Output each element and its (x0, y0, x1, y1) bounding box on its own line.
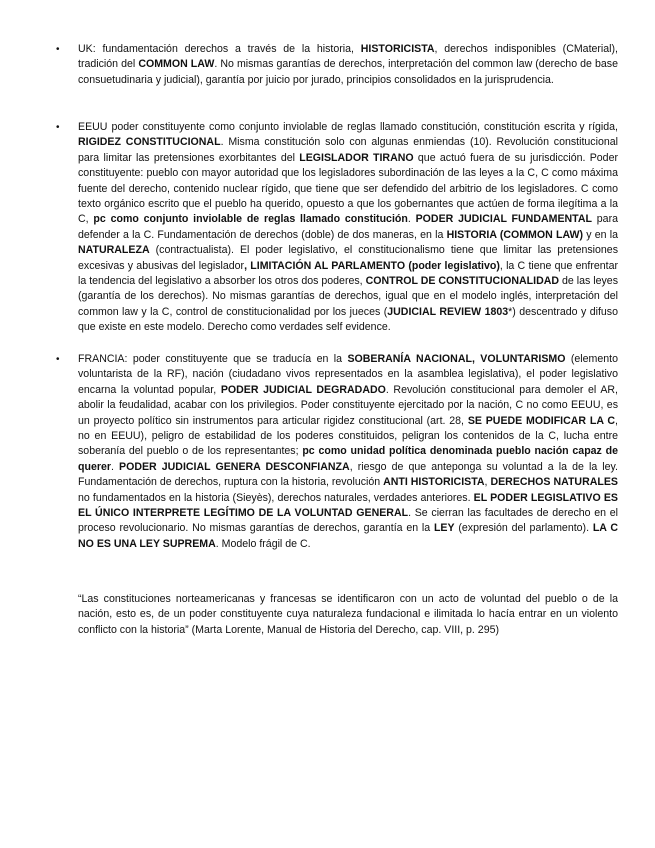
bold-run: PODER JUDICIAL DEGRADADO (220, 383, 386, 396)
bold-run: LEGISLADOR TIRANO (299, 151, 414, 164)
text-run: no fundamentados en la historia (Sieyès), derechos naturales, verdades anteriores. (78, 491, 474, 504)
text-run: que actuó fuera de su jurisdicción. Poder constituyente: pueblo con mayor autoridad que los legisladores subordinación de las leyes a la C, C como máxima fuente del derecho, contenido nuclear rígido, que tiene que ser defendido del arbitrio de los legisladores. C como texto orgánico escrito que el pueblo ha querido, opuesto a que los gobernantes que actúen de forma ilegítima a la C, (78, 151, 618, 226)
text-run: UK: fundamentación derechos a través de la historia, (78, 43, 361, 55)
bullet-marker: • (56, 44, 60, 55)
bold-run: RIGIDEZ CONSTITUCIONAL (78, 136, 221, 149)
text-run: FRANCIA: poder constituyente que se traducía en la (78, 353, 348, 365)
bullet-uk (56, 42, 618, 88)
text-run: , riesgo de que anteponga su voluntad a la de la ley. Fundamentación de derechos, ruptura con la historia, revolución (78, 460, 618, 489)
bold-run: EL PODER LEGISLATIVO ES EL ÚNICO INTERPRETE LEGÍTIMO DE LA VOLUNTAD GENERAL (78, 491, 618, 520)
bold-run: DERECHOS NATURALES (490, 476, 618, 489)
text-run: . Misma constitución solo con algunas enmiendas (10). Revolución constitucional para limitar las pretensiones exorbitantes del (78, 136, 618, 164)
text-run: . (407, 213, 416, 226)
bold-run: COMMON LAW (138, 58, 215, 71)
text-run: , (484, 476, 491, 489)
bold-run: pc como conjunto inviolable de reglas llamado constitución (93, 213, 408, 226)
text-run: . Revolución constitucional para demoler el AR, abolir la feudalidad, acabar con los privilegios. Poder constituyente ejercitado por la nación, C no como EEUU, es un proyecto político sin instrumentos para articular rigidez constitucional (art. 28, (78, 383, 618, 427)
text-run: y en la (583, 228, 618, 241)
text-run: (expresión del parlamento). (454, 522, 593, 535)
text-run: , derechos indisponibles (CMaterial), tradición del (78, 43, 618, 71)
quote-paragraph: “Las constituciones norteamericanas y francesas se identificaron con un acto de voluntad del pueblo o de la nación, esto es, de un poder constituyente cuya naturaleza fundacional e ilimitada lo hacía entrar en un violento conflicto con la historia” (Marta Lorente, Manual de Historia del Derecho, cap. VIII, p. 295) (78, 593, 618, 636)
bold-run: SE PUEDE MODIFICAR LA C (467, 414, 616, 427)
bold-run: ANTI HISTORICISTA (383, 476, 485, 489)
bold-run: SOBERANÍA NACIONAL, VOLUNTARISMO (347, 353, 566, 365)
text-run: . No mismas garantías de derechos, interpretación del common law (derecho de base consuetudinaria y judicial), garantía por juicio por jurado, principios consolidados en la jurisprudencia. (78, 58, 618, 86)
text-run: , la C tiene que enfrentar la tendencia del legislativo a absorber los otros dos poderes, (78, 259, 618, 288)
bullet-eeuu (56, 120, 618, 336)
text-run: , no en EEUU), peligro de estabilidad de los poderes constituidos, peligran los contenidos de la C, lucha entre soberanía del pueblo o de los representantes; (78, 414, 618, 458)
text-run: (contractualista). El poder legislativo, el constitucionalismo tiene que limitar las pretensiones excesivas y abusivas del legislador (78, 244, 618, 272)
text-run: (elemento voluntarista de la RF), nación (ciudadano vivos representados en la asamblea legislativa), el poder legislativo encarna la voluntad popular, (78, 353, 618, 396)
text-run: para defender a la C. Fundamentación de derechos (doble) de dos maneras, en la (78, 213, 618, 241)
text-run: . (110, 460, 120, 473)
bold-run: LA C NO ES UNA LEY SUPREMA (78, 522, 619, 550)
bullet-francia (56, 352, 619, 552)
bold-run: LEY (433, 522, 455, 535)
bold-run: PODER JUDICIAL GENERA DESCONFIANZA (119, 460, 350, 473)
bullet-marker: • (56, 122, 60, 133)
bold-run: NATURALEZA (78, 244, 150, 257)
bold-run: , LIMITACIÓN AL PARLAMENTO (poder legislativo) (244, 259, 500, 272)
bold-run: HISTORICISTA (360, 43, 435, 55)
bold-run: JUDICIAL REVIEW 1803 (387, 305, 509, 318)
bold-run: HISTORIA (COMMON LAW) (446, 228, 584, 241)
bold-run: CONTROL DE CONSTITUCIONALIDAD (365, 275, 560, 288)
bold-run: pc como unidad política denominada pueblo nación capaz de querer (78, 445, 618, 473)
text-run: *) descentrado y difuso que existe en este modelo. Derecho como verdades self evidence. (78, 305, 618, 334)
text-run: . Se cierran las facultades de derecho en el proceso revolucionario. No mismas garantías de derechos, garantía en la (78, 507, 618, 535)
bold-run: PODER JUDICIAL FUNDAMENTAL (415, 213, 592, 226)
bullet-marker: • (56, 354, 60, 365)
text-run: . Modelo frágil de C. (215, 537, 311, 550)
text-run: EEUU poder constituyente como conjunto inviolable de reglas llamado constitución, constitución escrita y rígida, (78, 121, 618, 133)
text-run: de las leyes (garantía de los derechos). No mismas garantías de derechos, igual que en el modelo inglés, interpretación del common law y la C, control de constitucionalidad por los jueces ( (78, 275, 618, 318)
